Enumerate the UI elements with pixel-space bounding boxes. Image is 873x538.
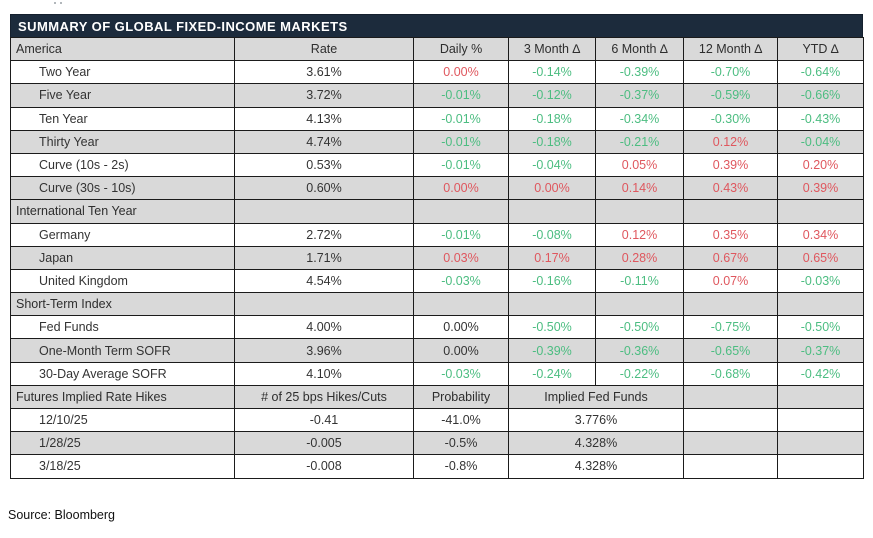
value-cell: 0.07% — [684, 269, 778, 292]
table-row — [11, 455, 864, 478]
table-row — [11, 409, 864, 432]
row-label: Germany — [11, 223, 235, 246]
table-row — [11, 223, 864, 246]
table-row — [11, 362, 864, 385]
empty-cell — [235, 200, 414, 223]
value-cell: -0.34% — [596, 107, 684, 130]
row-label: Five Year — [11, 84, 235, 107]
section-label: Short-Term Index — [11, 293, 235, 316]
value-cell: 0.39% — [778, 177, 864, 200]
section-label: International Ten Year — [11, 200, 235, 223]
value-cell: 3.776% — [509, 409, 684, 432]
value-cell: -0.16% — [509, 269, 596, 292]
row-label: United Kingdom — [11, 269, 235, 292]
value-cell: 0.00% — [509, 177, 596, 200]
markets-table — [10, 37, 864, 479]
value-cell: -0.5% — [414, 432, 509, 455]
value-cell: 1.71% — [235, 246, 414, 269]
value-cell: 4.00% — [235, 316, 414, 339]
value-cell: 0.35% — [684, 223, 778, 246]
table-row — [11, 177, 864, 200]
value-cell: -0.75% — [684, 316, 778, 339]
value-cell: 0.34% — [778, 223, 864, 246]
table-row — [11, 107, 864, 130]
empty-cell — [596, 293, 684, 316]
value-cell: 4.10% — [235, 362, 414, 385]
value-cell: -0.24% — [509, 362, 596, 385]
table-title: SUMMARY OF GLOBAL FIXED-INCOME MARKETS — [10, 14, 863, 37]
row-label: One-Month Term SOFR — [11, 339, 235, 362]
row-label: Fed Funds — [11, 316, 235, 339]
fixed-income-report — [10, 14, 863, 479]
value-cell: -0.65% — [684, 339, 778, 362]
value-cell: 0.05% — [596, 153, 684, 176]
value-cell: -0.04% — [509, 153, 596, 176]
section-header-row — [11, 200, 864, 223]
futures-subheader: Implied Fed Funds — [509, 385, 684, 408]
value-cell: -0.41 — [235, 409, 414, 432]
empty-cell — [509, 293, 596, 316]
value-cell: 0.20% — [778, 153, 864, 176]
empty-cell — [778, 200, 864, 223]
column-header-ytd-: YTD ∆ — [778, 38, 864, 61]
value-cell: 4.328% — [509, 432, 684, 455]
empty-cell — [684, 293, 778, 316]
value-cell: -0.11% — [596, 269, 684, 292]
value-cell: -0.50% — [509, 316, 596, 339]
value-cell: -0.008 — [235, 455, 414, 478]
empty-cell — [684, 432, 778, 455]
row-label: Curve (10s - 2s) — [11, 153, 235, 176]
table-row — [11, 246, 864, 269]
row-label: Curve (30s - 10s) — [11, 177, 235, 200]
value-cell: -0.03% — [414, 269, 509, 292]
futures-subheader: # of 25 bps Hikes/Cuts — [235, 385, 414, 408]
value-cell: 0.28% — [596, 246, 684, 269]
value-cell: -0.43% — [778, 107, 864, 130]
empty-cell — [509, 200, 596, 223]
value-cell: -0.70% — [684, 61, 778, 84]
row-label: 1/28/25 — [11, 432, 235, 455]
row-label: Thirty Year — [11, 130, 235, 153]
column-header-daily-: Daily % — [414, 38, 509, 61]
value-cell: 0.03% — [414, 246, 509, 269]
value-cell: -0.50% — [778, 316, 864, 339]
source-note: Source: Bloomberg — [8, 508, 116, 522]
column-header-america: America — [11, 38, 235, 61]
value-cell: -0.01% — [414, 153, 509, 176]
value-cell: -0.66% — [778, 84, 864, 107]
empty-cell — [778, 409, 864, 432]
table-row — [11, 432, 864, 455]
row-label: 30-Day Average SOFR — [11, 362, 235, 385]
value-cell: 0.14% — [596, 177, 684, 200]
table-row — [11, 153, 864, 176]
empty-cell — [414, 200, 509, 223]
value-cell: -0.14% — [509, 61, 596, 84]
empty-cell — [684, 455, 778, 478]
value-cell: 0.43% — [684, 177, 778, 200]
empty-cell — [778, 293, 864, 316]
table-row — [11, 269, 864, 292]
value-cell: -0.03% — [778, 269, 864, 292]
value-cell: -0.18% — [509, 107, 596, 130]
value-cell: -0.8% — [414, 455, 509, 478]
value-cell: -0.37% — [778, 339, 864, 362]
value-cell: 0.53% — [235, 153, 414, 176]
value-cell: -0.39% — [596, 61, 684, 84]
empty-cell — [778, 385, 864, 408]
table-row — [11, 339, 864, 362]
value-cell: 0.00% — [414, 316, 509, 339]
column-header-3-month-: 3 Month ∆ — [509, 38, 596, 61]
table-row — [11, 84, 864, 107]
value-cell: -0.01% — [414, 84, 509, 107]
value-cell: -0.64% — [778, 61, 864, 84]
value-cell: -0.50% — [596, 316, 684, 339]
empty-cell — [684, 409, 778, 432]
value-cell: -0.01% — [414, 130, 509, 153]
column-header-6-month-: 6 Month ∆ — [596, 38, 684, 61]
value-cell: -0.03% — [414, 362, 509, 385]
value-cell: -0.68% — [684, 362, 778, 385]
value-cell: -0.08% — [509, 223, 596, 246]
empty-cell — [778, 455, 864, 478]
value-cell: -0.04% — [778, 130, 864, 153]
value-cell: -0.01% — [414, 223, 509, 246]
value-cell: 0.00% — [414, 339, 509, 362]
value-cell: 0.67% — [684, 246, 778, 269]
row-label: 3/18/25 — [11, 455, 235, 478]
value-cell: 0.39% — [684, 153, 778, 176]
value-cell: 3.72% — [235, 84, 414, 107]
value-cell: 4.54% — [235, 269, 414, 292]
table-row — [11, 316, 864, 339]
table-row — [11, 61, 864, 84]
value-cell: 4.13% — [235, 107, 414, 130]
stray-marks — [54, 2, 68, 5]
value-cell: -0.39% — [509, 339, 596, 362]
value-cell: -0.30% — [684, 107, 778, 130]
value-cell: -0.01% — [414, 107, 509, 130]
empty-cell — [235, 293, 414, 316]
row-label: Ten Year — [11, 107, 235, 130]
value-cell: -0.59% — [684, 84, 778, 107]
value-cell: -0.36% — [596, 339, 684, 362]
value-cell: 0.12% — [596, 223, 684, 246]
empty-cell — [684, 385, 778, 408]
value-cell: -0.21% — [596, 130, 684, 153]
table-row — [11, 130, 864, 153]
value-cell: -0.18% — [509, 130, 596, 153]
value-cell: -0.37% — [596, 84, 684, 107]
column-header-12-month-: 12 Month ∆ — [684, 38, 778, 61]
empty-cell — [778, 432, 864, 455]
value-cell: -0.005 — [235, 432, 414, 455]
value-cell: 0.60% — [235, 177, 414, 200]
value-cell: 3.61% — [235, 61, 414, 84]
value-cell: 0.65% — [778, 246, 864, 269]
section-header-row — [11, 293, 864, 316]
value-cell: 3.96% — [235, 339, 414, 362]
empty-cell — [414, 293, 509, 316]
value-cell: 0.00% — [414, 177, 509, 200]
section-label: Futures Implied Rate Hikes — [11, 385, 235, 408]
row-label: Two Year — [11, 61, 235, 84]
row-label: Japan — [11, 246, 235, 269]
empty-cell — [684, 200, 778, 223]
value-cell: 0.12% — [684, 130, 778, 153]
column-header-row — [11, 38, 864, 61]
futures-header-row — [11, 385, 864, 408]
empty-cell — [596, 200, 684, 223]
value-cell: -0.12% — [509, 84, 596, 107]
value-cell: 0.17% — [509, 246, 596, 269]
row-label: 12/10/25 — [11, 409, 235, 432]
value-cell: 4.328% — [509, 455, 684, 478]
futures-subheader: Probability — [414, 385, 509, 408]
value-cell: -0.42% — [778, 362, 864, 385]
column-header-rate: Rate — [235, 38, 414, 61]
value-cell: 2.72% — [235, 223, 414, 246]
value-cell: -0.22% — [596, 362, 684, 385]
value-cell: 4.74% — [235, 130, 414, 153]
value-cell: -41.0% — [414, 409, 509, 432]
value-cell: 0.00% — [414, 61, 509, 84]
